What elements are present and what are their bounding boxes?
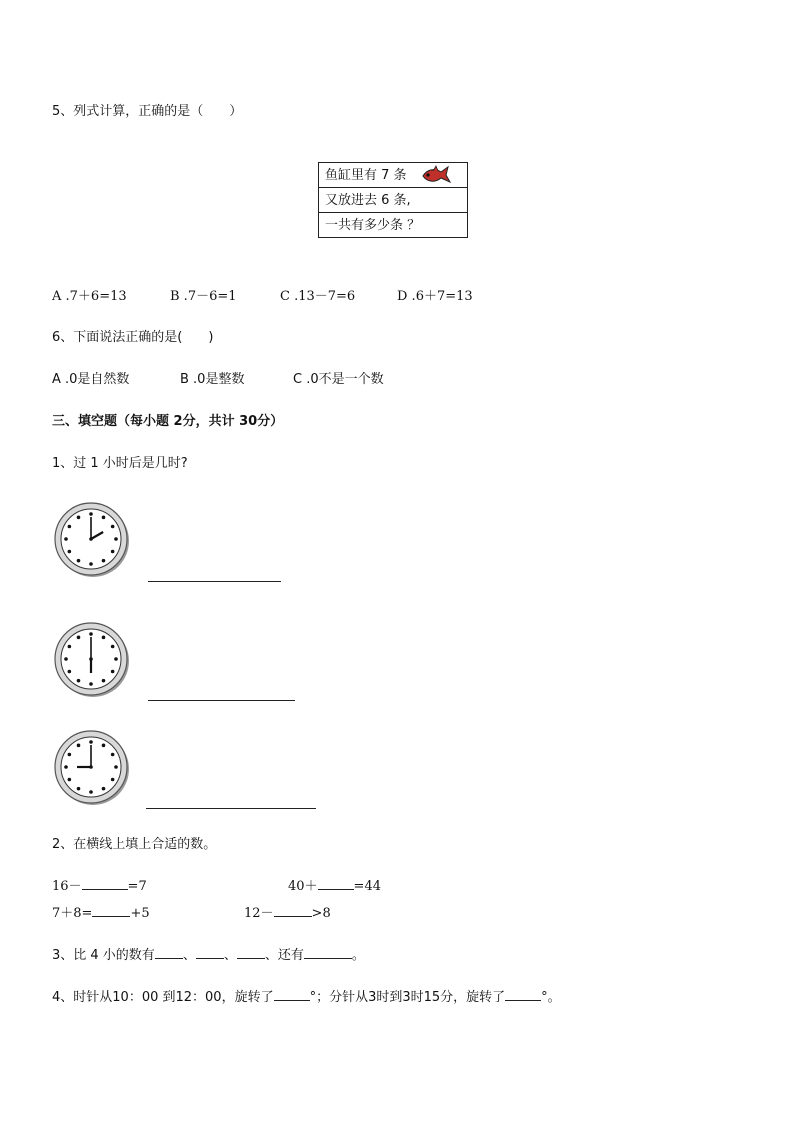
clock-center xyxy=(89,765,93,769)
equation-3-right: +5 xyxy=(130,906,150,921)
clock-hour-dot xyxy=(68,550,72,554)
equation-1-blank[interactable] xyxy=(82,876,128,890)
fill-3-text-4: 、还有 xyxy=(264,948,304,963)
clock-hour-dot xyxy=(77,636,81,640)
equation-1-left: 16－ xyxy=(52,879,82,894)
clock-center xyxy=(89,657,93,661)
clock-hour-dot xyxy=(77,559,81,563)
q6-option-a: A .0是自然数 xyxy=(52,372,130,387)
question-5-stem: 5、列式计算，正确的是（ ） xyxy=(52,104,243,119)
clock-hour-dot xyxy=(102,679,106,683)
clock-hour-dot xyxy=(77,679,81,683)
box-line-2 xyxy=(319,188,467,213)
q6-option-c: C .0不是一个数 xyxy=(293,372,384,387)
clock-1-answer-line[interactable] xyxy=(148,581,281,582)
fill-4-blank-1[interactable] xyxy=(274,987,310,1001)
box-line-3 xyxy=(319,213,467,237)
fill-3-blank-2[interactable] xyxy=(196,945,224,959)
clock-hour-dot xyxy=(68,645,72,649)
clock-hour-dot xyxy=(68,525,72,529)
clock-hour-dot xyxy=(77,744,81,748)
clock-hour-dot xyxy=(68,670,72,674)
fill-2-stem: 2、在横线上填上合适的数。 xyxy=(52,837,217,852)
question-6-stem: 6、下面说法正确的是( ) xyxy=(52,330,214,345)
fill-3 xyxy=(52,944,365,963)
box-line-3-text: 一共有多少条 ？ xyxy=(325,218,421,233)
section-3-title: 三、填空题（每小题 2分，共计 30分） xyxy=(52,414,284,429)
clock-hour-dot xyxy=(102,744,106,748)
q5-option-c: C .13－7=6 xyxy=(280,289,356,304)
clock-hour-dot xyxy=(89,562,93,566)
fill-3-text-3: 、 xyxy=(223,948,237,963)
clock-hour-dot xyxy=(102,636,106,640)
fill-4 xyxy=(52,986,561,1005)
clock-hour-dot xyxy=(64,537,68,541)
equation-3 xyxy=(52,902,150,921)
equation-2 xyxy=(288,875,381,894)
fish-icon xyxy=(419,164,451,186)
clock-hour-dot xyxy=(89,790,93,794)
clock-hour-dot xyxy=(89,632,93,636)
q5-option-b: B .7－6=1 xyxy=(170,289,237,304)
fill-3-text-2: 、 xyxy=(182,948,196,963)
clock-hour-dot xyxy=(68,753,72,757)
equation-1-right: =7 xyxy=(127,879,147,894)
equation-2-left: 40＋ xyxy=(288,879,318,894)
clock-hour-dot xyxy=(102,787,106,791)
equation-1 xyxy=(52,875,147,894)
clock-hour-dot xyxy=(89,740,93,744)
clock-hour-dot xyxy=(111,778,115,782)
q5-option-d: D .6＋7=13 xyxy=(397,289,473,304)
clock-hour-dot xyxy=(102,516,106,520)
equation-3-left: 7＋8= xyxy=(52,906,93,921)
clock-hour-dot xyxy=(77,516,81,520)
clock-hour-dot xyxy=(64,765,68,769)
clock-hour-dot xyxy=(111,753,115,757)
box-line-1 xyxy=(319,163,467,188)
clock-icon xyxy=(52,728,132,808)
clock-hour-dot xyxy=(111,645,115,649)
fill-3-blank-1[interactable] xyxy=(155,945,183,959)
fill-3-blank-4[interactable] xyxy=(304,945,352,959)
box-line-2-text: 又放进去 6 条, xyxy=(325,193,411,208)
clock-hour-dot xyxy=(89,512,93,516)
clock-hour-dot xyxy=(114,765,118,769)
equation-2-blank[interactable] xyxy=(318,876,354,890)
fill-4-blank-2[interactable] xyxy=(505,987,541,1001)
clock-hour-dot xyxy=(89,682,93,686)
fill-4-text-3: °。 xyxy=(541,990,561,1005)
clock-hour-dot xyxy=(68,778,72,782)
fill-3-text-5: 。 xyxy=(351,948,365,963)
clock-center xyxy=(89,537,93,541)
equation-2-right: =44 xyxy=(353,879,381,894)
clock-hour-dot xyxy=(111,550,115,554)
clock-3-answer-line[interactable] xyxy=(146,808,316,809)
clock-hour-dot xyxy=(111,670,115,674)
fill-4-text-2: °；分针从3时到3时15分，旋转了 xyxy=(309,990,506,1005)
clock-2-answer-line[interactable] xyxy=(148,700,295,701)
clock-hour-dot xyxy=(64,657,68,661)
clock-icon xyxy=(52,500,132,580)
box-line-1-text: 鱼缸里有 7 条 xyxy=(325,168,407,183)
clock-hour-dot xyxy=(114,537,118,541)
fill-3-text-1: 3、比 4 小的数有 xyxy=(52,948,155,963)
equation-3-blank[interactable] xyxy=(92,903,130,917)
clock-icon xyxy=(52,620,132,700)
fill-4-text-1: 4、时针从10：00 到12：00，旋转了 xyxy=(52,990,274,1005)
q6-option-b: B .0是整数 xyxy=(180,372,245,387)
clock-hour-dot xyxy=(102,559,106,563)
fill-1-stem: 1、过 1 小时后是几时? xyxy=(52,456,188,471)
q5-option-a: A .7＋6=13 xyxy=(52,289,127,304)
clock-hour-dot xyxy=(111,525,115,529)
clock-hour-dot xyxy=(114,657,118,661)
equation-4-left: 12－ xyxy=(244,906,274,921)
fish-tank-word-problem-box xyxy=(318,162,468,238)
clock-hour-dot xyxy=(77,787,81,791)
equation-4-blank[interactable] xyxy=(274,903,312,917)
fill-3-blank-3[interactable] xyxy=(237,945,265,959)
equation-4 xyxy=(244,902,331,921)
equation-4-right: >8 xyxy=(311,906,331,921)
